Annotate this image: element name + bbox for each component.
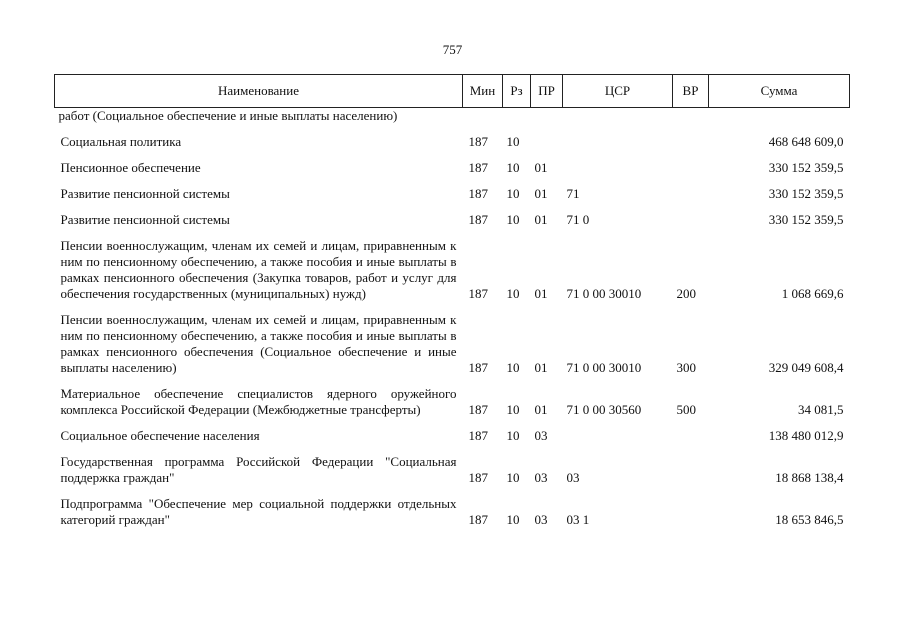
- cell-min: 187: [468, 160, 488, 175]
- cell-min: 187: [468, 134, 488, 149]
- cell-sum: 330 152 359,5: [768, 212, 844, 227]
- table-header: [55, 75, 850, 108]
- cell-pr: 01: [534, 186, 548, 201]
- row-spacer-cell: [55, 202, 850, 212]
- cell-name: Государственная программа Российской Федерации "Социальная поддержка граждан": [60, 454, 457, 485]
- row-spacer: [55, 202, 850, 212]
- table-row: [55, 386, 850, 418]
- cell-rz: 10: [506, 428, 520, 443]
- budget-table: [54, 74, 850, 528]
- cell-min: 187: [468, 360, 488, 375]
- cell-rz: 10: [506, 360, 520, 375]
- row-spacer: [55, 150, 850, 160]
- cell-sum: 468 648 609,0: [768, 134, 844, 149]
- cell-pr: 01: [534, 212, 548, 227]
- cell-name: Развитие пенсионной системы: [60, 212, 230, 227]
- cell-pr: 03: [534, 470, 548, 485]
- row-spacer-cell: [55, 124, 850, 134]
- header-pr: ПР: [531, 75, 563, 108]
- cell-csr: 03 1: [566, 512, 590, 527]
- table-row: [55, 312, 850, 376]
- cell-pr: 03: [534, 512, 548, 527]
- cell-csr: 71 0: [566, 212, 590, 227]
- cell-min: 187: [468, 470, 488, 485]
- row-spacer: [55, 124, 850, 134]
- header-sum: Сумма: [709, 75, 850, 108]
- row-spacer-cell: [55, 376, 850, 386]
- table-row: [55, 454, 850, 486]
- cell-vr: 300: [676, 360, 696, 375]
- cell-min: 187: [468, 402, 488, 417]
- cell-pr: 01: [534, 160, 548, 175]
- cell-sum: 18 653 846,5: [775, 512, 844, 527]
- row-spacer: [55, 302, 850, 312]
- cell-rz: 10: [506, 402, 520, 417]
- row-spacer-cell: [55, 228, 850, 238]
- cell-vr: [673, 186, 709, 202]
- header-rz: Рз: [503, 75, 531, 108]
- cell-min: 187: [468, 428, 488, 443]
- table-row: [55, 186, 850, 202]
- table-row: [55, 212, 850, 228]
- row-spacer: [55, 444, 850, 454]
- cell-rz: 10: [506, 286, 520, 301]
- cell-csr: 71 0 00 30010: [566, 360, 642, 375]
- row-spacer: [55, 228, 850, 238]
- page-number: 757: [442, 42, 463, 57]
- cell-name: Социальная политика: [60, 134, 182, 149]
- cell-sum: 138 480 012,9: [768, 428, 844, 443]
- header-min: Мин: [463, 75, 503, 108]
- row-spacer-cell: [55, 486, 850, 496]
- cell-csr: [563, 134, 673, 150]
- cell-vr: 500: [676, 402, 696, 417]
- cell-name: Пенсионное обеспечение: [60, 160, 201, 175]
- cell-vr: 200: [676, 286, 696, 301]
- cell-vr: [673, 134, 709, 150]
- cell-min: 187: [468, 212, 488, 227]
- row-spacer-cell: [55, 418, 850, 428]
- cell-vr: [673, 428, 709, 444]
- row-spacer-cell: [55, 444, 850, 454]
- cell-vr: [673, 212, 709, 228]
- cell-rz: 10: [506, 134, 520, 149]
- cell-sum: 34 081,5: [798, 402, 844, 417]
- cell-csr: [563, 428, 673, 444]
- cell-name: Материальное обеспечение специалистов ядерного оружейного комплекса Российской Федерации (Межбюджетные трансферты): [60, 386, 457, 417]
- cell-pr: 01: [534, 286, 548, 301]
- cell-name: Социальное обеспечение населения: [60, 428, 260, 443]
- table-row: [55, 496, 850, 528]
- row-spacer: [55, 486, 850, 496]
- cell-pr: [531, 134, 563, 150]
- row-spacer: [55, 376, 850, 386]
- cell-vr: [673, 160, 709, 176]
- table-row: [55, 160, 850, 176]
- continuation-text: работ (Социальное обеспечение и иные выплаты населению): [58, 108, 398, 123]
- cell-sum: 1 068 669,6: [781, 286, 844, 301]
- cell-min: 187: [468, 512, 488, 527]
- row-spacer: [55, 418, 850, 428]
- cell-name: Подпрограмма "Обеспечение мер социальной поддержки отдельных категорий граждан": [60, 496, 457, 527]
- row-spacer-cell: [55, 302, 850, 312]
- cell-rz: 10: [506, 512, 520, 527]
- table-body: [55, 108, 850, 529]
- cell-min: 187: [468, 286, 488, 301]
- cell-vr: [673, 496, 709, 528]
- cell-vr: [673, 454, 709, 486]
- table-row: [55, 238, 850, 302]
- cell-rz: 10: [506, 470, 520, 485]
- cell-name: Развитие пенсионной системы: [60, 186, 230, 201]
- cell-csr: [563, 160, 673, 176]
- cell-pr: 03: [534, 428, 548, 443]
- cell-name: Пенсии военнослужащим, членам их семей и лицам, приравненным к ним по пенсионному обеспечению, а также пособия и иные выплаты в рамках пенсионного обеспечения (Социальное обеспечение и иные выплаты населению): [60, 312, 457, 375]
- cell-rz: 10: [506, 160, 520, 175]
- cell-csr: 71: [566, 186, 580, 201]
- cell-sum: 330 152 359,5: [768, 186, 844, 201]
- cell-rz: 10: [506, 212, 520, 227]
- cell-pr: 01: [534, 360, 548, 375]
- cell-min: 187: [468, 186, 488, 201]
- table-row: [55, 134, 850, 150]
- row-spacer-cell: [55, 176, 850, 186]
- cell-sum: 18 868 138,4: [775, 470, 844, 485]
- cell-rz: 10: [506, 186, 520, 201]
- cell-csr: 71 0 00 30560: [566, 402, 642, 417]
- table-row: [55, 428, 850, 444]
- cell-sum: 329 049 608,4: [768, 360, 844, 375]
- cell-csr: 71 0 00 30010: [566, 286, 642, 301]
- header-csr: ЦСР: [563, 75, 673, 108]
- cell-pr: 01: [534, 402, 548, 417]
- row-spacer-cell: [55, 150, 850, 160]
- header-vr: ВР: [673, 75, 709, 108]
- row-spacer: [55, 176, 850, 186]
- continuation-row: [55, 108, 850, 125]
- cell-csr: 03: [566, 470, 580, 485]
- cell-sum: 330 152 359,5: [768, 160, 844, 175]
- cell-name: Пенсии военнослужащим, членам их семей и лицам, приравненным к ним по пенсионному обеспечению, а также пособия и иные выплаты в рамках пенсионного обеспечения (Закупка товаров, работ и услуг для обеспечения государственных (муниципальных) нужд): [60, 238, 457, 301]
- header-name: Наименование: [55, 75, 463, 108]
